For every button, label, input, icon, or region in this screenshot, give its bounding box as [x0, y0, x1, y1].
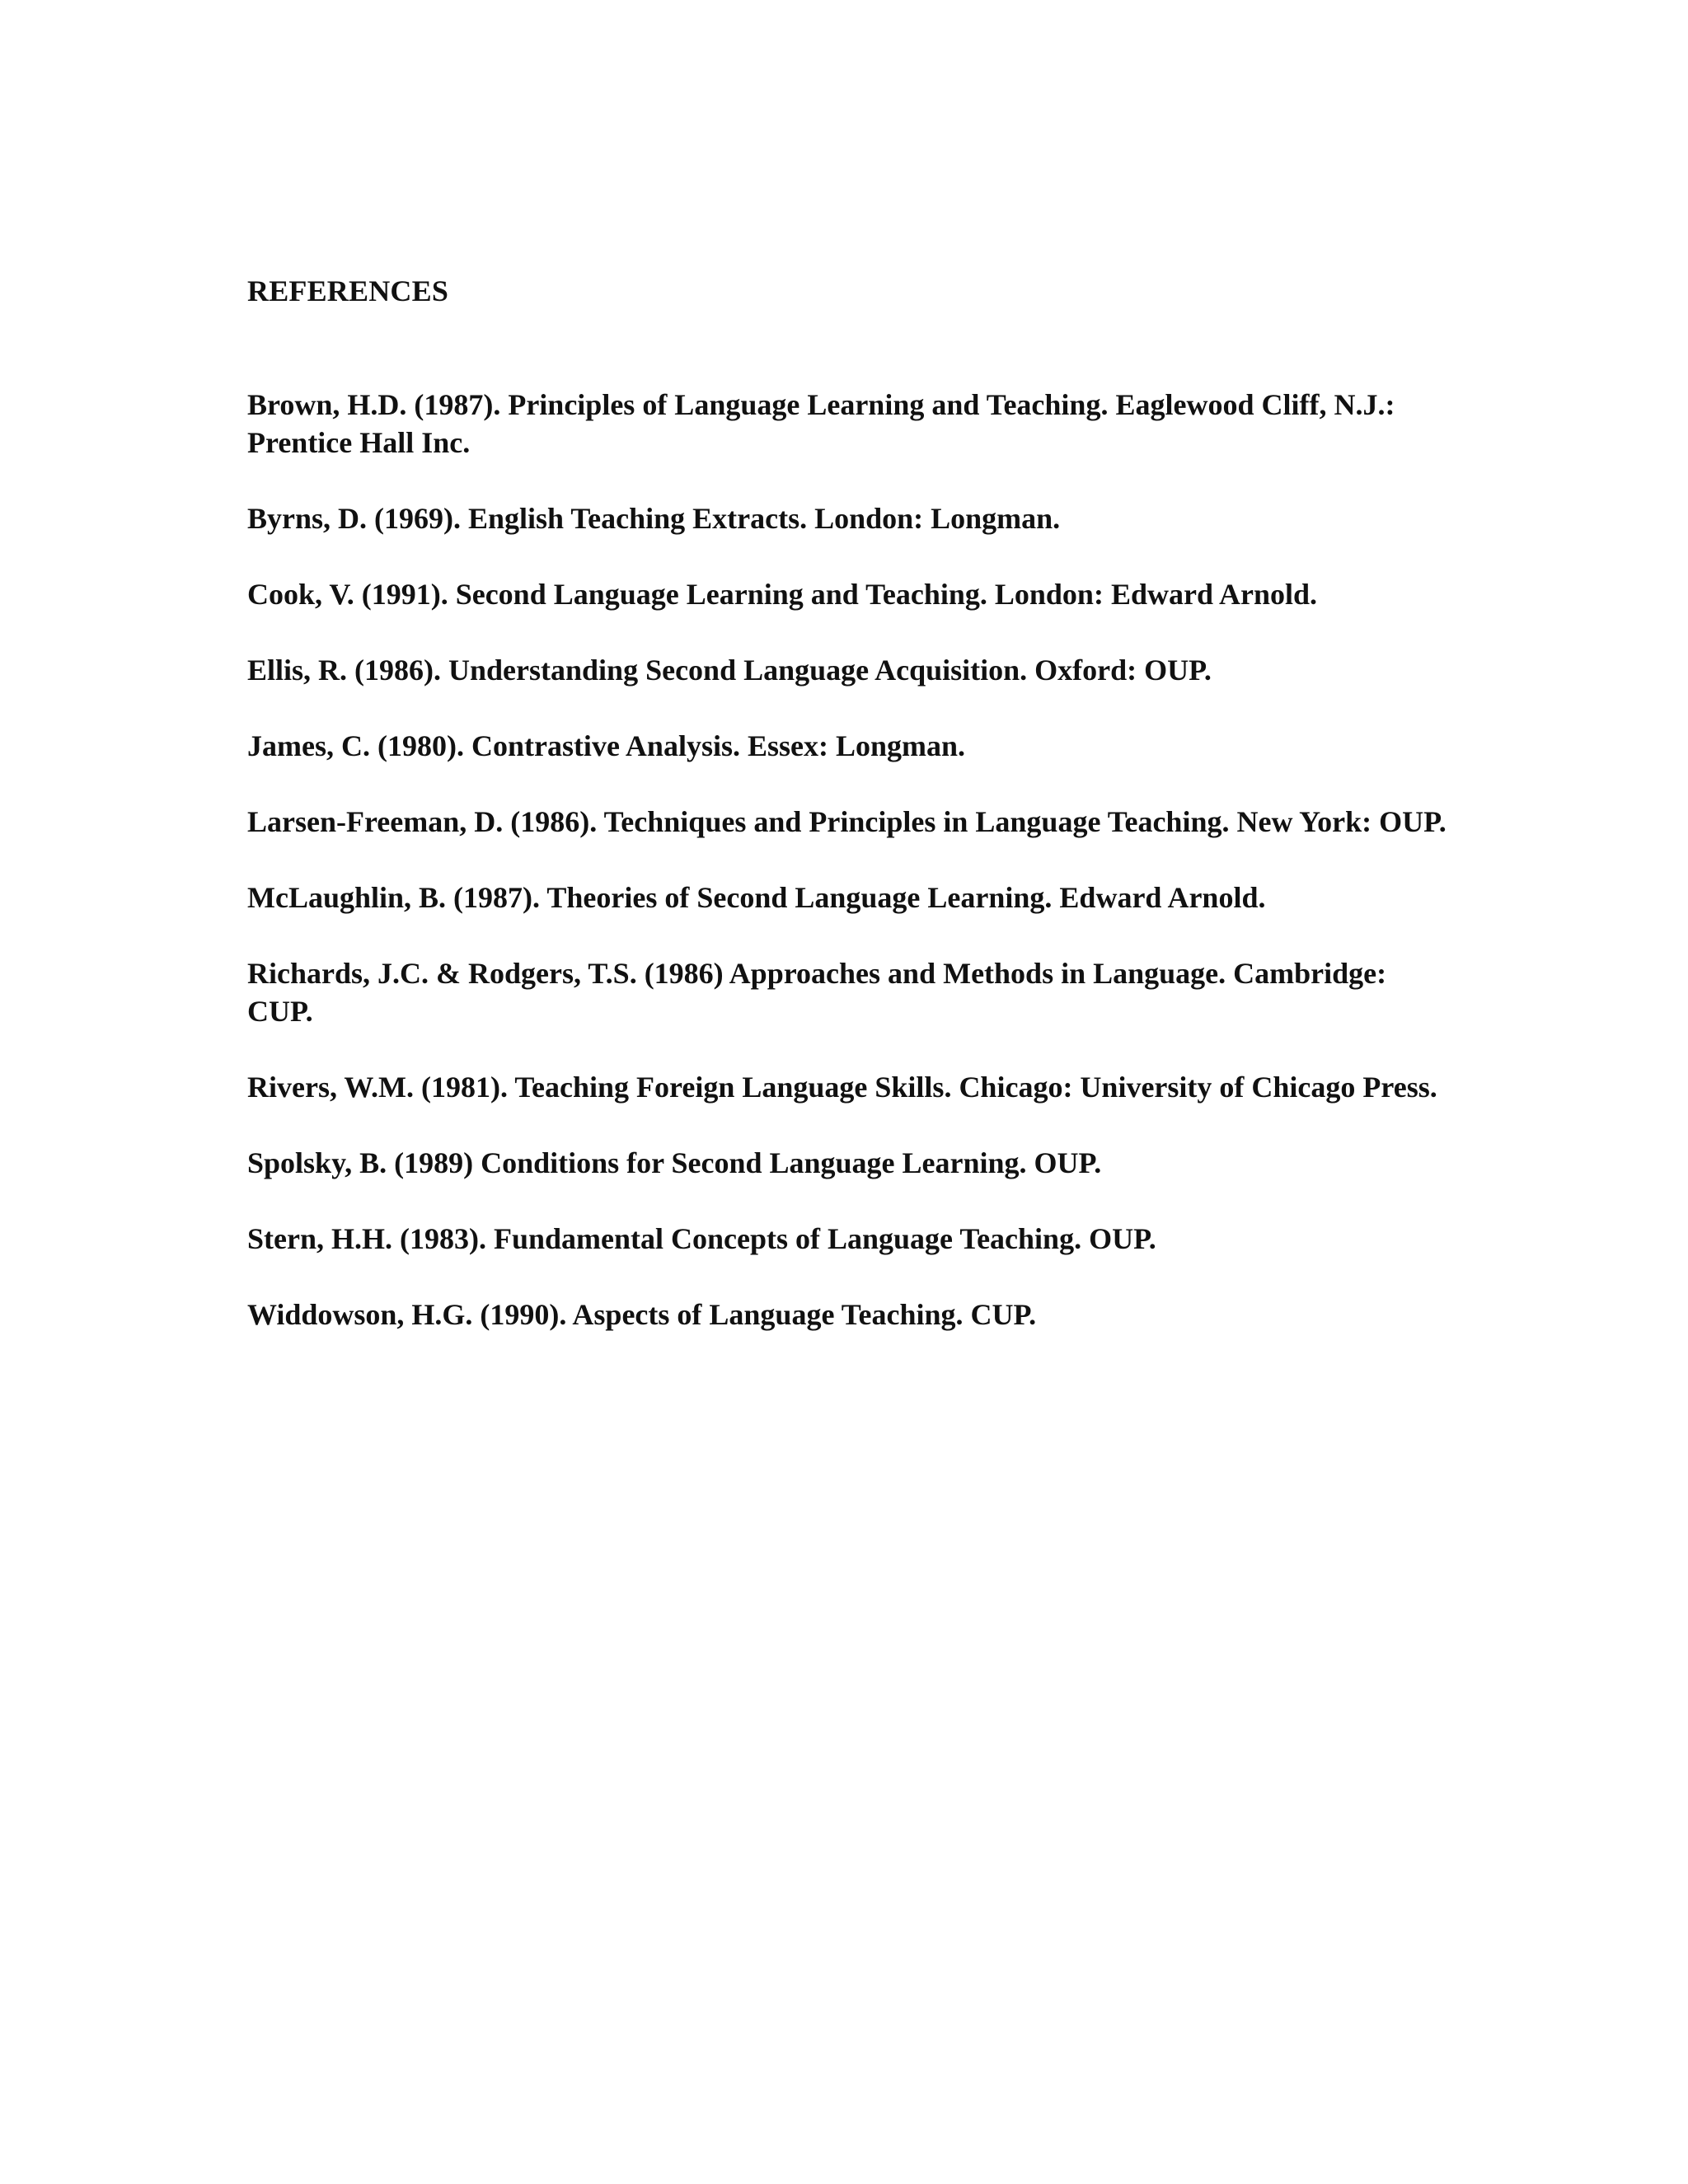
reference-entry-byrns: Byrns, D. (1969). English Teaching Extracts. London: Longman. — [247, 502, 1061, 535]
reference-entry-brown: Brown, H.D. (1987). Principles of Language Learning and Teaching. Eaglewood Cliff, N.J.: Prentice Hall Inc. — [247, 388, 1395, 459]
reference-entry-ellis: Ellis, R. (1986). Understanding Second Language Acquisition. Oxford: OUP. — [247, 654, 1212, 687]
reference-entry-cook: Cook, V. (1991). Second Language Learning and Teaching. London: Edward Arnold. — [247, 578, 1318, 611]
references-section — [247, 272, 1451, 1371]
reference-entry-james: James, C. (1980). Contrastive Analysis. Essex: Longman. — [247, 729, 966, 762]
reference-entry-stern: Stern, H.H. (1983). Fundamental Concepts of Language Teaching. OUP. — [247, 1222, 1156, 1255]
references-heading: REFERENCES — [247, 274, 449, 307]
reference-entry-mclaughlin: McLaughlin, B. (1987). Theories of Second Language Learning. Edward Arnold. — [247, 881, 1266, 914]
reference-entry-richards-rodgers: Richards, J.C. & Rodgers, T.S. (1986) Approaches and Methods in Language. Cambridge: CUP. — [247, 957, 1387, 1028]
reference-entry-widdowson: Widdowson, H.G. (1990). Aspects of Language Teaching. CUP. — [247, 1298, 1037, 1331]
reference-entry-spolsky: Spolsky, B. (1989) Conditions for Second Language Learning. OUP. — [247, 1146, 1102, 1179]
reference-list — [247, 386, 1451, 1333]
reference-entry-rivers: Rivers, W.M. (1981). Teaching Foreign Language Skills. Chicago: University of Chicago Press. — [247, 1071, 1437, 1104]
reference-entry-larsen-freeman: Larsen-Freeman, D. (1986). Techniques and Principles in Language Teaching. New York: OUP. — [247, 805, 1447, 838]
